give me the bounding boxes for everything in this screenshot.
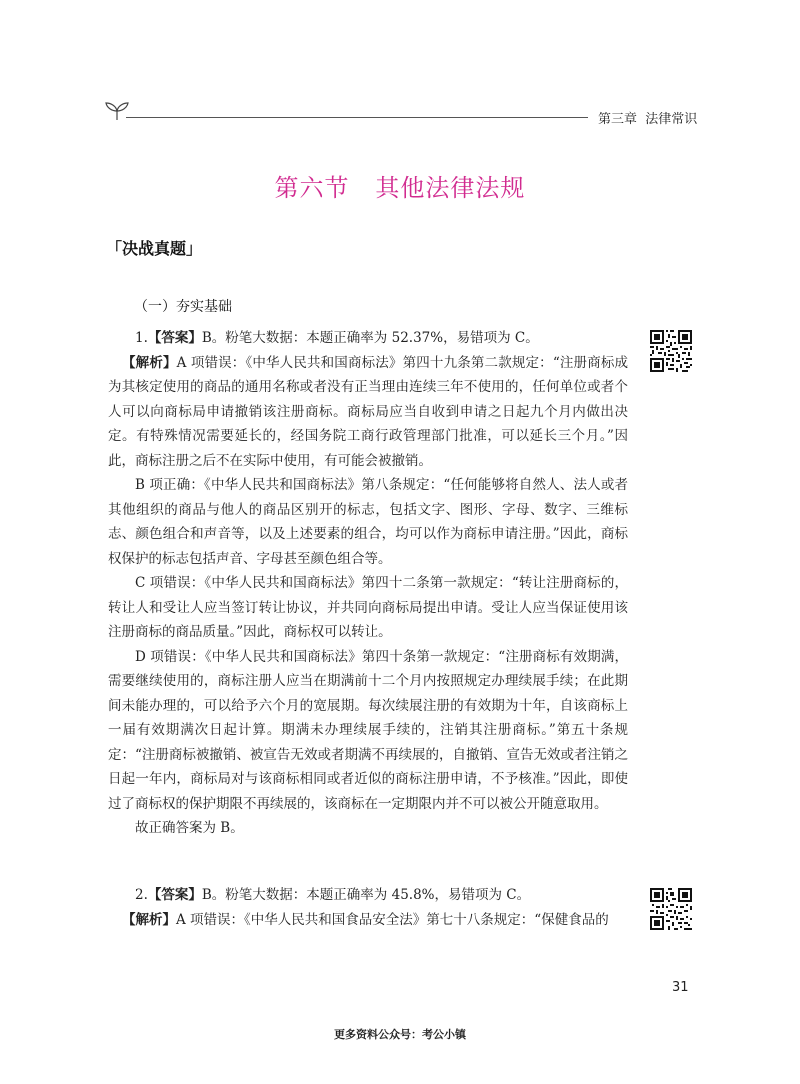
q1-analysis-label: 【解析】: [122, 354, 177, 371]
q1-answer-text: B。粉笔大数据：本题正确率为 52.37%，易错项为 C。: [201, 330, 539, 346]
badge-bracket-right: 」: [186, 239, 203, 258]
q2-number: 2.: [135, 887, 148, 903]
question-1: [108, 326, 628, 841]
badge-bracket-left: 「: [106, 239, 123, 258]
q2-analysis-label: 【解析】: [122, 911, 176, 928]
q1-analysis-a-text: A 项错误：《中华人民共和国商标法》第四十九条第二款规定：“注册商标成为其核定使用的商品的通用名称或者没有正当理由连续三年不使用的，任何单位或者个人可以向商标局申请撤销该注册商标。商标局应当自收到申请之日起九个月内做出决定。有特殊情况需要延长的，经国务院工商行政管理部门批准，可以延长三个月。”因此，商标注册之后不在实际中使用，有可能会被撤销。: [108, 354, 629, 469]
q1-analysis-b: B 项正确：《中华人民共和国商标法》第八条规定：“任何能够将自然人、法人或者其他组织的商品与他人的商品区别开的标志，包括文字、图形、字母、数字、三维标志、颜色组合和声音等，以及上述要素的组合，均可以作为商标申请注册。”因此，商标权保护的标志包括声音、字母甚至颜色组合等。: [108, 477, 628, 567]
q2-analysis-a: [108, 908, 628, 933]
q1-conclusion: 故正确答案为 B。: [135, 820, 244, 836]
subsection-title: （一）夯实基础: [134, 299, 232, 315]
chapter-title: 第三章 法律常识: [598, 112, 698, 127]
qr-code-icon[interactable]: [650, 330, 692, 372]
q1-analysis-d: D 项错误：《中华人民共和国商标法》第四十条第一款规定：“注册商标有效期满，需要继续使用的，商标注册人应当在期满前十二个月内按照规定办理续展手续；在此期间未能办理的，可以给予六个月的宽展期。每次续展注册的有效期为十年，自该商标上一届有效期满次日起计算。期满未办理续展手续的，注销其注册商标。”第五十条规定：“注册商标被撤销、被宣告无效或者期满不再续展的，自撤销、宣告无效或者注销之日起一年内，商标局对与该商标相同或者近似的商标注册申请，不予核准。”因此，即使过了商标权的保护期限不再续展的，该商标在一定期限内并不可以被公开随意取用。: [108, 648, 628, 812]
q2-analysis-a-text: A 项错误：《中华人民共和国食品安全法》第七十八条规定：“保健食品的: [176, 911, 609, 928]
page-number: 31: [672, 980, 689, 995]
q1-answer-line: [108, 326, 628, 351]
sprout-icon: [104, 100, 130, 126]
badge-label: 决战真题: [122, 239, 187, 258]
header-divider: [126, 117, 588, 118]
q1-number: 1.: [135, 330, 148, 346]
qr-code-icon[interactable]: [650, 888, 692, 930]
question-2: [108, 883, 628, 932]
q2-answer-line: [108, 883, 628, 908]
section-title: 第六节 其他法律法规: [274, 174, 526, 202]
footer-note: 更多资料公众号：考公小镇: [334, 1028, 466, 1041]
section-badge: [106, 236, 202, 259]
q1-analysis-a: [108, 351, 628, 474]
q1-answer-label: 【答案】: [147, 330, 202, 346]
q1-analysis-c: C 项错误：《中华人民共和国商标法》第四十二条第一款规定：“转让注册商标的，转让人和受让人应当签订转让协议，并共同向商标局提出申请。受让人应当保证使用该注册商标的商品质量。”因此，商标权可以转让。: [108, 575, 628, 640]
q2-answer-label: 【答案】: [147, 887, 202, 903]
q2-answer-text: B。粉笔大数据：本题正确率为 45.8%，易错项为 C。: [201, 887, 531, 903]
